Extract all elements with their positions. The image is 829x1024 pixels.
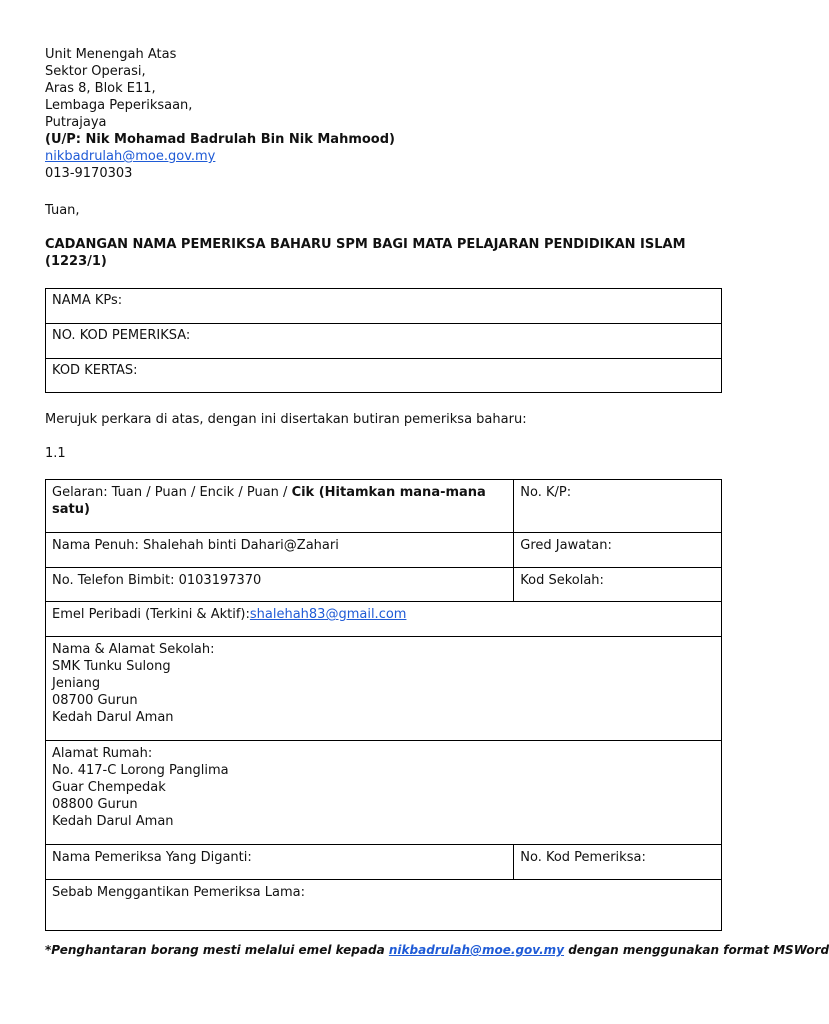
address-block [45,46,395,182]
kod-kertas-field[interactable]: KOD KERTAS: [46,359,722,393]
sekolah-line-3: 08700 Gurun [52,693,138,708]
address-line-3: Aras 8, Blok E11, [45,81,156,96]
footnote-prefix: *Penghantaran borang mesti melalui emel kepada [45,943,389,957]
rumah-line-3: 08800 Gurun [52,797,138,812]
address-line-4: Lembaga Peperiksaan, [45,98,193,113]
rumah-line-4: Kedah Darul Aman [52,814,174,829]
subject-heading [45,236,686,270]
section-number: 1.1 [45,446,66,461]
footnote-email-link[interactable]: nikbadrulah@moe.gov.my [388,943,565,957]
nama-kps-field[interactable]: NAMA KPs: [46,289,722,324]
rumah-line-1: No. 417-C Lorong Panglima [52,763,229,778]
gelaran-instruction: Cik (Hitamkan mana-mana [291,485,486,500]
no-kp-field[interactable]: No. K/P: [514,480,722,533]
kod-pemeriksa-field[interactable]: NO. KOD PEMERIKSA: [46,324,722,359]
footnote-suffix: dengan menggunakan format MSWord [564,943,829,957]
address-line-1: Unit Menengah Atas [45,47,177,62]
salutation: Tuan, [45,203,80,218]
kod-sekolah-field[interactable]: Kod Sekolah: [514,568,722,602]
rumah-line-2: Guar Chempedak [52,780,166,795]
intro-text: Merujuk perkara di atas, dengan ini disertakan butiran pemeriksa baharu: [45,412,527,427]
attention-line: (U/P: Nik Mohamad Badrulah Bin Nik Mahmood) [45,132,395,147]
rumah-field[interactable] [46,741,722,845]
address-line-5: Putrajaya [45,115,107,130]
no-kod-pemeriksa-field[interactable]: No. Kod Pemeriksa: [514,845,722,880]
address-line-2: Sektor Operasi, [45,64,146,79]
gelaran-instruction-cont: satu) [52,502,90,517]
examiner-form-table [45,479,722,931]
sekolah-field[interactable] [46,637,722,741]
nama-penuh-field[interactable]: Nama Penuh: Shalehah binti Dahari@Zahari [46,533,514,568]
sekolah-line-1: SMK Tunku Sulong [52,659,171,674]
subject-line-1: CADANGAN NAMA PEMERIKSA BAHARU SPM BAGI MATA PELAJARAN PENDIDIKAN ISLAM [45,237,686,252]
gelaran-label: Gelaran: Tuan / Puan / Encik / Puan / [52,485,292,500]
telefon-field[interactable]: No. Telefon Bimbit: 0103197370 [46,568,514,602]
diganti-field[interactable]: Nama Pemeriksa Yang Diganti: [46,845,514,880]
gelaran-field[interactable] [46,480,514,533]
subject-line-2: (1223/1) [45,254,107,269]
emel-field[interactable] [46,602,722,637]
footnote [45,943,829,957]
sekolah-label: Nama & Alamat Sekolah: [52,642,215,657]
sekolah-line-4: Kedah Darul Aman [52,710,174,725]
rumah-label: Alamat Rumah: [52,746,153,761]
sekolah-line-2: Jeniang [52,676,101,691]
address-phone: 013-9170303 [45,166,133,181]
sebab-field[interactable]: Sebab Menggantikan Pemeriksa Lama: [46,880,722,931]
address-email-link[interactable]: nikbadrulah@moe.gov.my [45,149,216,164]
emel-label: Emel Peribadi (Terkini & Aktif): [52,607,250,622]
emel-link[interactable]: shalehah83@gmail.com [249,607,407,622]
kp-table [45,288,722,393]
gred-jawatan-field[interactable]: Gred Jawatan: [514,533,722,568]
